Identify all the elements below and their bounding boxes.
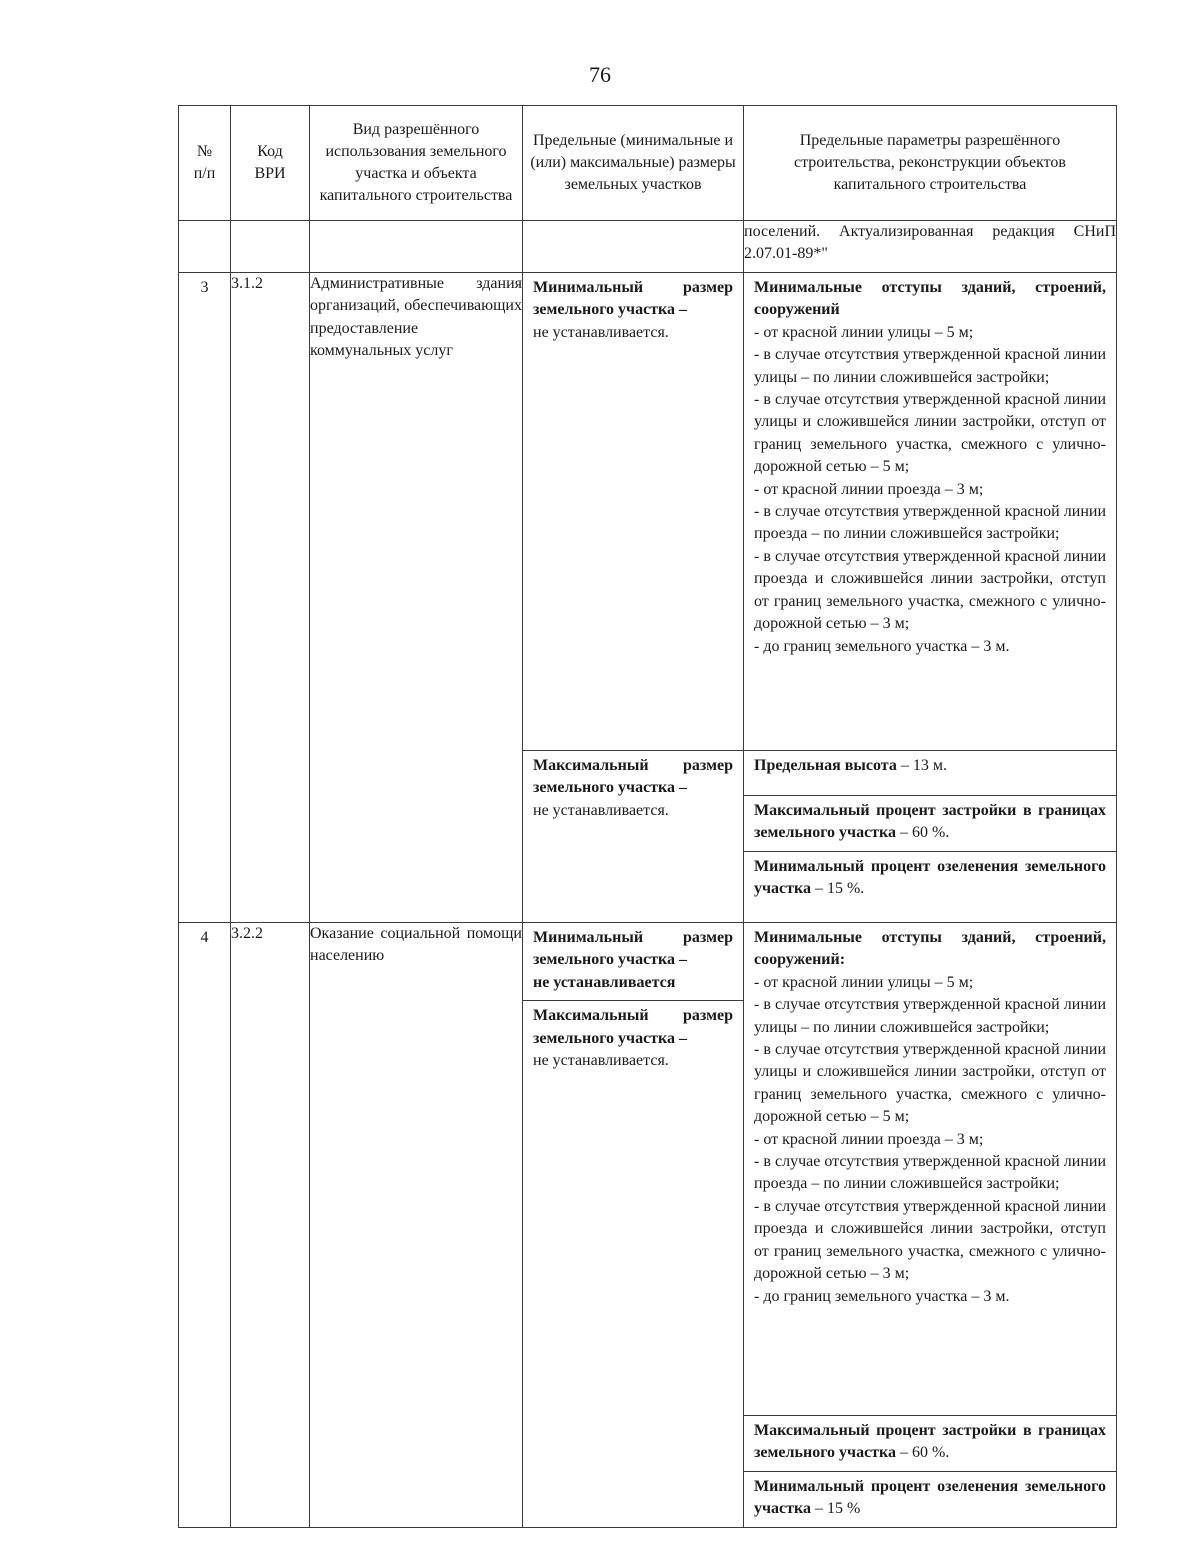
setback-item: - от красной линии улицы – 5 м;: [754, 973, 974, 991]
table-row: [179, 273, 1117, 923]
row-code: [231, 923, 310, 1528]
setback-item: - в случае отсутствия утвержденной красной линии улицы и сложившейся линии застройки, отступ от границ земельного участка, смежного с улично-дорожной сетью – 5 м;: [754, 1041, 1106, 1126]
row-num-value: 4: [200, 929, 209, 946]
plot-min-value: не устанавливается: [533, 973, 676, 991]
setback-item: - от красной линии проезда – 3 м;: [754, 480, 984, 498]
header-num-label: № п/п: [193, 143, 216, 182]
row-num: [179, 923, 231, 1528]
height-block: [744, 750, 1116, 795]
setback-item: - в случае отсутствия утвержденной красной линии проезда и сложившейся линии застройки, отступ от границ земельного участка, смежного с улично-дорожной сетью – 3 м;: [754, 1197, 1106, 1283]
green-pct-value: – 15 %: [810, 1500, 861, 1518]
header-parameters: [744, 106, 1117, 221]
build-pct-value: – 60 %.: [896, 1444, 950, 1462]
green-pct-block: [744, 1471, 1116, 1527]
green-pct-title: Минимальный процент озеленения земельного участка: [754, 1477, 1106, 1518]
continuation-empty-size: [523, 221, 744, 273]
row-num-value: 3: [200, 279, 209, 296]
build-pct-block: [744, 1415, 1116, 1471]
plot-max-title: Максимальный размер земельного участка –: [533, 757, 733, 797]
row-num: [179, 273, 231, 923]
plot-min-title: Минимальный размер земельного участка –: [533, 929, 733, 969]
green-pct-value: – 15 %.: [810, 880, 865, 898]
setback-item: - до границ земельного участка – 3 м.: [754, 637, 1010, 655]
setback-item: - в случае отсутствия утвержденной красной линии улицы и сложившейся линии застройки, отступ от границ земельного участка, смежного с улично-дорожной сетью – 5 м;: [754, 391, 1106, 476]
header-parameters-label: Предельные параметры разрешённого строительства, реконструкции объектов капитального строительства: [794, 132, 1066, 193]
row-parameters: [744, 923, 1117, 1528]
row-vri: [310, 273, 523, 923]
green-pct-title: Минимальный процент озеленения земельного участка: [754, 857, 1106, 898]
row-plot-size: [523, 273, 744, 923]
table-row: [179, 923, 1117, 1528]
continuation-empty-num: [179, 221, 231, 273]
setback-item: - в случае отсутствия утвержденной красной линии проезда – по линии сложившейся застройки;: [754, 503, 1106, 543]
row-vri-text: Административные здания организаций, обеспечивающих предоставление коммунальных услуг: [310, 275, 522, 360]
header-plot-size: [523, 106, 744, 221]
setback-item: - в случае отсутствия утвержденной красной линии улицы – по линии сложившейся застройки;: [754, 996, 1106, 1036]
continuation-row: [179, 221, 1117, 273]
row-parameters: [744, 273, 1117, 923]
setback-item: - от красной линии улицы – 5 м;: [754, 323, 974, 341]
plot-min-block: [523, 923, 743, 1000]
row-code: [231, 273, 310, 923]
plot-max-block: [523, 1000, 743, 1078]
row-code-value: 3.1.2: [231, 275, 263, 292]
setbacks-title: Минимальные отступы зданий, строений, сооружений: [754, 279, 1106, 319]
setbacks-block: [744, 923, 1116, 1415]
build-pct-title: Максимальный процент застройки в границах земельного участка: [754, 802, 1106, 842]
continuation-cell: [744, 221, 1117, 273]
setback-item: - в случае отсутствия утвержденной красной линии проезда – по линии сложившейся застройки;: [754, 1153, 1106, 1193]
row-code-value: 3.2.2: [231, 925, 263, 942]
header-code-label: Код ВРИ: [254, 143, 286, 182]
header-vri-label: Вид разрешённого использования земельного участка и объекта капитального строительства: [319, 121, 513, 204]
plot-min-value: не устанавливается.: [533, 323, 669, 341]
build-pct-title: Максимальный процент застройки в границах земельного участка: [754, 1422, 1106, 1462]
height-value: – 13 м.: [896, 757, 947, 774]
page-number: 76: [589, 62, 611, 87]
plot-max-value: не устанавливается.: [533, 1052, 669, 1070]
row-plot-size: [523, 923, 744, 1528]
continuation-empty-vri: [310, 221, 523, 273]
build-pct-block: [744, 795, 1116, 851]
continuation-text: поселений. Актуализированная редакция СНиП 2.07.01-89*": [744, 223, 1116, 263]
setback-item: - в случае отсутствия утвержденной красной линии проезда и сложившейся линии застройки, отступ от границ земельного участка, смежного с улично-дорожной сетью – 3 м;: [754, 547, 1106, 633]
height-title: Предельная высота: [754, 757, 897, 774]
continuation-empty-code: [231, 221, 310, 273]
table-header-row: [179, 106, 1117, 221]
plot-max-block: [523, 750, 743, 828]
row-vri-text: Оказание социальной помощи населению: [310, 925, 522, 965]
setback-item: - до границ земельного участка – 3 м.: [754, 1287, 1010, 1305]
header-num: [179, 106, 231, 221]
plot-min-title: Минимальный размер земельного участка –: [533, 279, 733, 319]
row-vri: [310, 923, 523, 1528]
setback-item: - в случае отсутствия утвержденной красной линии улицы – по линии сложившейся застройки;: [754, 346, 1106, 386]
plot-max-value: не устанавливается.: [533, 801, 669, 819]
header-plot-size-label: Предельные (минимальные и (или) максимальные) размеры земельных участков: [530, 132, 736, 193]
setback-item: - от красной линии проезда – 3 м;: [754, 1130, 984, 1148]
build-pct-value: – 60 %.: [896, 824, 950, 842]
green-pct-block: [744, 851, 1116, 907]
header-code: [231, 106, 310, 221]
plot-min-block: [523, 273, 743, 750]
setbacks-block: [744, 273, 1116, 750]
zoning-parameters-table: [178, 105, 1117, 1528]
setbacks-title: Минимальные отступы зданий, строений, сооружений:: [754, 929, 1106, 969]
plot-max-title: Максимальный размер земельного участка –: [533, 1007, 733, 1047]
header-vri: [310, 106, 523, 221]
